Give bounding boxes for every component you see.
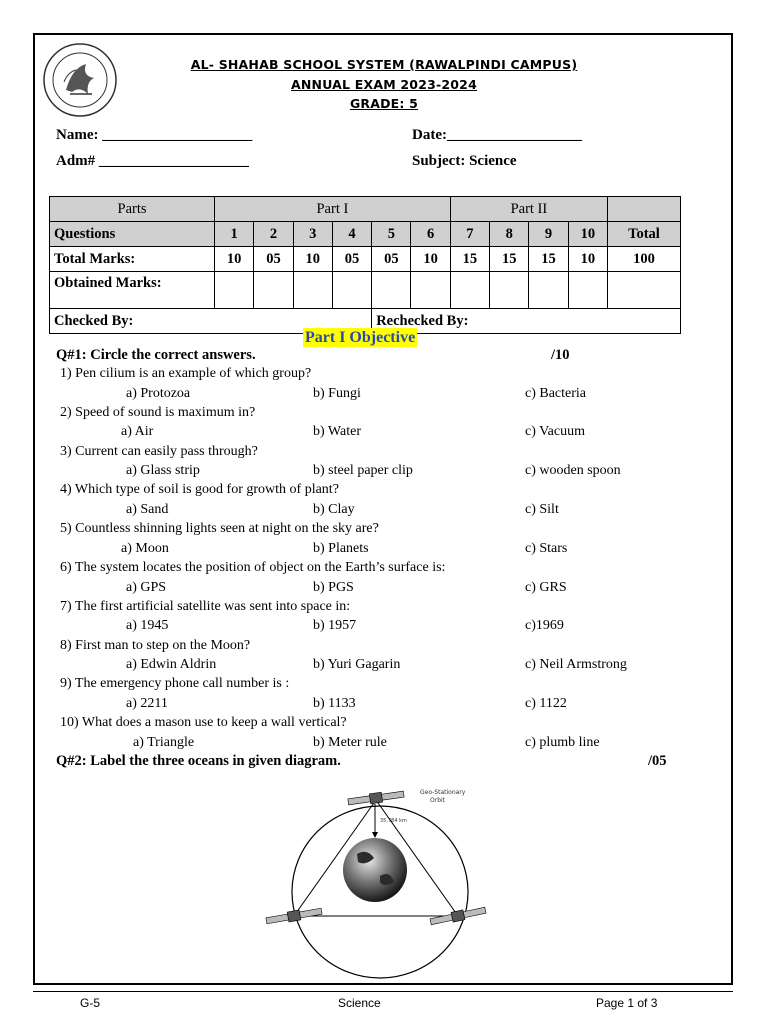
footer-page: Page 1 of 3 xyxy=(596,996,658,1010)
question-text: 7) The first artificial satellite was sent into space in: xyxy=(60,598,351,614)
question-text: 9) The emergency phone call number is : xyxy=(60,676,290,692)
total-label: Total xyxy=(608,222,681,247)
option-b[interactable]: b) Water xyxy=(313,424,361,440)
option-b[interactable]: b) 1957 xyxy=(313,618,357,634)
school-name: AL- SHAHAB SCHOOL SYSTEM (RAWALPINDI CAMPUS) xyxy=(190,57,578,72)
option-c[interactable]: c) plumb line xyxy=(525,734,600,750)
orbit-label-1: Geo-Stationary xyxy=(420,789,466,796)
option-c[interactable]: c) Bacteria xyxy=(525,385,587,401)
marks-cell: 15 xyxy=(529,247,568,272)
option-a[interactable]: a) Triangle xyxy=(133,734,195,750)
question-text: 5) Countless shinning lights seen at night on the sky are? xyxy=(60,521,379,537)
marks-cell: 10 xyxy=(293,247,332,272)
q1-heading: Q#1: Circle the correct answers. xyxy=(56,347,256,363)
obtained-cell[interactable] xyxy=(372,272,411,309)
option-c[interactable]: c) Silt xyxy=(525,501,559,517)
total-marks-label: Total Marks: xyxy=(50,247,215,272)
obtained-cell[interactable] xyxy=(411,272,450,309)
option-a[interactable]: a) Protozoa xyxy=(126,385,191,401)
option-a[interactable]: a) 1945 xyxy=(126,618,169,634)
qnum-cell: 7 xyxy=(450,222,489,247)
option-c[interactable]: c) wooden spoon xyxy=(525,463,621,479)
question-text: 10) What does a mason use to keep a wall vertical? xyxy=(60,715,347,731)
qnum-cell: 1 xyxy=(215,222,254,247)
qnum-cell: 6 xyxy=(411,222,450,247)
footer-rule xyxy=(33,991,733,992)
option-c[interactable]: c) 1122 xyxy=(525,695,567,711)
obtained-total-cell[interactable] xyxy=(608,272,681,309)
grade-label: GRADE: 5 xyxy=(349,96,419,111)
orbit-label-2: Orbit xyxy=(430,797,446,804)
qnum-cell: 9 xyxy=(529,222,568,247)
obtained-cell[interactable] xyxy=(529,272,568,309)
obtained-cell[interactable] xyxy=(293,272,332,309)
marks-cell: 05 xyxy=(332,247,371,272)
option-c[interactable]: c) Vacuum xyxy=(525,424,585,440)
question-text: 2) Speed of sound is maximum in? xyxy=(60,404,256,420)
qnum-cell: 3 xyxy=(293,222,332,247)
marks-cell: 10 xyxy=(411,247,450,272)
option-b[interactable]: b) Meter rule xyxy=(313,734,387,750)
q2-score: /05 xyxy=(648,753,667,769)
option-a[interactable]: a) GPS xyxy=(126,579,167,595)
marks-cell: 10 xyxy=(215,247,254,272)
total-header-blank xyxy=(608,197,681,222)
obtained-cell[interactable] xyxy=(332,272,371,309)
obtained-cell[interactable] xyxy=(490,272,529,309)
questions-label: Questions xyxy=(50,222,215,247)
rechecked-by[interactable]: Rechecked By: xyxy=(372,309,681,334)
footer-grade: G-5 xyxy=(80,996,101,1010)
marks-cell: 10 xyxy=(568,247,607,272)
option-a[interactable]: a) Air xyxy=(121,424,154,440)
obtained-cell[interactable] xyxy=(450,272,489,309)
option-a[interactable]: a) Glass strip xyxy=(126,463,200,479)
option-b[interactable]: b) Yuri Gagarin xyxy=(313,657,401,673)
option-c[interactable]: c) Stars xyxy=(525,540,568,556)
marks-cell: 15 xyxy=(490,247,529,272)
question-text: 1) Pen cilium is an example of which group? xyxy=(60,366,312,381)
qnum-cell: 4 xyxy=(332,222,371,247)
option-b[interactable]: b) Clay xyxy=(313,501,355,517)
option-a[interactable]: a) Sand xyxy=(126,501,169,517)
question-text: 4) Which type of soil is good for growth of plant? xyxy=(60,482,339,498)
option-a[interactable]: a) Edwin Aldrin xyxy=(126,657,217,673)
option-b[interactable]: b) 1133 xyxy=(313,695,356,711)
adm-field[interactable]: Adm# ____________________ xyxy=(56,153,249,169)
question-text: 3) Current can easily pass through? xyxy=(60,443,258,459)
qnum-cell: 8 xyxy=(490,222,529,247)
option-c[interactable]: c) Neil Armstrong xyxy=(525,657,627,673)
obtained-marks-label: Obtained Marks: xyxy=(50,272,215,309)
option-c[interactable]: c)1969 xyxy=(525,618,564,634)
checked-by[interactable]: Checked By: xyxy=(50,309,372,334)
arrow-label: 35,784 km xyxy=(380,818,407,824)
option-b[interactable]: b) steel paper clip xyxy=(313,463,413,479)
option-c[interactable]: c) GRS xyxy=(525,579,567,595)
option-a[interactable]: a) Moon xyxy=(121,540,169,556)
earth-globe xyxy=(343,838,407,902)
obtained-cell[interactable] xyxy=(215,272,254,309)
option-b[interactable]: b) Fungi xyxy=(313,385,361,401)
option-b[interactable]: b) Planets xyxy=(313,540,369,556)
obtained-cell[interactable] xyxy=(254,272,293,309)
date-field[interactable]: Date:__________________ xyxy=(412,127,582,143)
qnum-cell: 10 xyxy=(568,222,607,247)
qnum-cell: 5 xyxy=(372,222,411,247)
part1-header: Part I xyxy=(215,197,451,222)
marks-cell: 05 xyxy=(372,247,411,272)
option-b[interactable]: b) PGS xyxy=(313,579,354,595)
parts-header: Parts xyxy=(50,197,215,222)
marks-cell: 05 xyxy=(254,247,293,272)
name-field[interactable]: Name: ____________________ xyxy=(56,127,253,143)
footer-subject: Science xyxy=(338,996,381,1010)
question-text: 8) First man to step on the Moon? xyxy=(60,637,251,653)
q1-score: /10 xyxy=(551,347,570,363)
orbit-diagram xyxy=(262,782,498,982)
part-title: Part I Objective xyxy=(305,329,416,346)
exam-title: ANNUAL EXAM 2023-2024 xyxy=(291,77,477,92)
satellite-icon xyxy=(348,789,405,807)
option-a[interactable]: a) 2211 xyxy=(126,695,168,711)
obtained-cell[interactable] xyxy=(568,272,607,309)
marks-cell: 15 xyxy=(450,247,489,272)
q2-heading: Q#2: Label the three oceans in given diagram. xyxy=(56,753,341,769)
question-text: 6) The system locates the position of object on the Earth’s surface is: xyxy=(60,560,446,575)
subject-label: Subject: Science xyxy=(412,153,517,169)
grand-total: 100 xyxy=(608,247,681,272)
qnum-cell: 2 xyxy=(254,222,293,247)
part2-header: Part II xyxy=(450,197,607,222)
marks-table xyxy=(49,196,681,334)
